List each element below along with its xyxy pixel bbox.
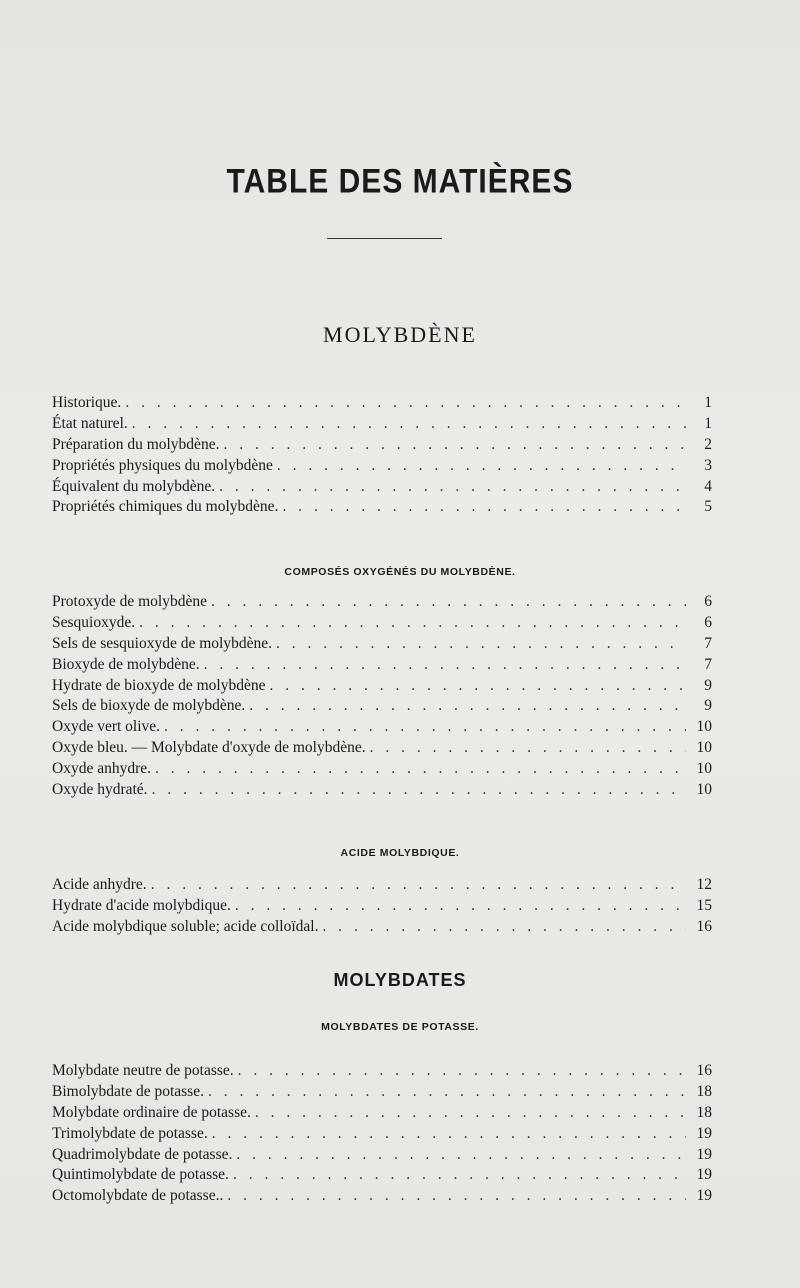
dot-leader bbox=[235, 896, 686, 917]
entry-page: 3 bbox=[704, 456, 712, 474]
dot-leader bbox=[132, 414, 686, 435]
dot-leader bbox=[277, 456, 686, 477]
dot-leader bbox=[208, 1082, 686, 1103]
entry-page: 12 bbox=[696, 876, 712, 893]
toc-entry bbox=[52, 780, 712, 801]
toc-entry bbox=[52, 1186, 712, 1207]
title-rule bbox=[327, 238, 442, 239]
section-title-molybdene: MOLYBDÈNE bbox=[323, 322, 477, 347]
dot-leader bbox=[276, 634, 686, 655]
page-title: TABLE DES MATIÈRES bbox=[226, 162, 574, 201]
dot-leader bbox=[249, 696, 686, 717]
entry-label: Historique. bbox=[52, 394, 122, 411]
entry-page: 2 bbox=[704, 435, 712, 453]
entry-label: Sels de sesquioxyde de molybdène. bbox=[52, 634, 272, 652]
entry-label: Acide anhydre. bbox=[52, 876, 147, 893]
entry-page: 5 bbox=[704, 498, 712, 516]
entry-label: Octomolybdate de potasse.. bbox=[52, 1187, 224, 1205]
toc-entry bbox=[52, 477, 712, 498]
toc-entry bbox=[52, 1103, 712, 1124]
entry-page: 4 bbox=[704, 477, 712, 495]
entry-label: Protoxyde de molybdène bbox=[52, 593, 207, 610]
entry-page: 10 bbox=[696, 718, 712, 736]
entry-page: 19 bbox=[696, 1145, 712, 1163]
entry-label: Bioxyde de molybdène. bbox=[52, 655, 200, 673]
entry-label: Propriétés physiques du molybdène bbox=[52, 456, 273, 474]
dot-leader bbox=[238, 1061, 686, 1082]
dot-leader bbox=[125, 393, 686, 414]
entry-label: Hydrate de bioxyde de molybdène bbox=[52, 676, 266, 694]
entry-label: Bimolybdate de potasse. bbox=[52, 1082, 204, 1100]
dot-leader bbox=[152, 780, 686, 801]
dot-leader bbox=[139, 613, 686, 634]
entry-page: 18 bbox=[696, 1082, 712, 1100]
toc-entry bbox=[52, 634, 712, 655]
subhead-molybdates-potasse: MOLYBDATES DE POTASSE. bbox=[321, 1021, 479, 1033]
toc-entry bbox=[52, 1124, 712, 1145]
entry-label: État naturel. bbox=[52, 414, 128, 432]
entry-page: 19 bbox=[696, 1187, 712, 1205]
entry-label: Oxyde bleu. — Molybdate d'oxyde de molybdène. bbox=[52, 739, 366, 757]
toc-entry bbox=[52, 613, 712, 634]
entry-page: 15 bbox=[696, 896, 712, 914]
toc-entry bbox=[52, 1061, 712, 1082]
entry-page: 1 bbox=[704, 394, 712, 411]
entry-page: 6 bbox=[704, 613, 712, 631]
toc-entry bbox=[52, 1145, 712, 1166]
dot-leader bbox=[270, 676, 687, 697]
toc-entry bbox=[52, 696, 712, 717]
toc-entry bbox=[52, 592, 712, 613]
entry-page: 7 bbox=[704, 655, 712, 673]
dot-leader bbox=[155, 759, 686, 780]
toc-entry bbox=[52, 456, 712, 477]
toc-entry bbox=[52, 435, 712, 456]
entry-page: 16 bbox=[696, 917, 712, 935]
entry-label: Oxyde anhydre. bbox=[52, 760, 151, 778]
toc-entry bbox=[52, 414, 712, 435]
dot-leader bbox=[282, 497, 686, 518]
entry-label: Oxyde vert olive. bbox=[52, 718, 161, 736]
toc-entry bbox=[52, 896, 712, 917]
toc-entry bbox=[52, 738, 712, 759]
entry-label: Acide molybdique soluble; acide colloïdal. bbox=[52, 917, 319, 935]
entry-label: Hydrate d'acide molybdique. bbox=[52, 896, 231, 914]
dot-leader bbox=[233, 1165, 686, 1186]
toc-entry bbox=[52, 655, 712, 676]
entry-label: Oxyde hydraté. bbox=[52, 781, 148, 799]
dot-leader bbox=[164, 717, 686, 738]
entry-page: 16 bbox=[696, 1062, 712, 1079]
toc-group-composes bbox=[52, 592, 712, 801]
subhead-acide-molybdique: ACIDE MOLYBDIQUE. bbox=[340, 847, 460, 859]
entry-page: 19 bbox=[696, 1166, 712, 1184]
toc-entry bbox=[52, 717, 712, 738]
entry-page: 10 bbox=[696, 760, 712, 778]
toc-entry bbox=[52, 497, 712, 518]
toc-entry bbox=[52, 1165, 712, 1186]
toc-entry bbox=[52, 917, 712, 938]
dot-leader bbox=[322, 917, 686, 938]
toc-entry bbox=[52, 1082, 712, 1103]
subhead-composes-oxygenes: COMPOSÉS OXYGÉNÉS DU MOLYBDÈNE. bbox=[284, 566, 516, 578]
entry-page: 19 bbox=[696, 1124, 712, 1142]
dot-leader bbox=[227, 1186, 686, 1207]
dot-leader bbox=[151, 875, 686, 896]
entry-page: 10 bbox=[696, 781, 712, 799]
entry-label: Sesquioxyde. bbox=[52, 613, 136, 631]
entry-page: 10 bbox=[696, 739, 712, 757]
entry-label: Molybdate neutre de potasse. bbox=[52, 1062, 234, 1079]
toc-entry bbox=[52, 875, 712, 896]
toc-entry bbox=[52, 676, 712, 697]
dot-leader bbox=[204, 655, 686, 676]
toc-entry bbox=[52, 759, 712, 780]
dot-leader bbox=[223, 435, 686, 456]
entry-label: Quintimolybdate de potasse. bbox=[52, 1166, 229, 1184]
entry-label: Équivalent du molybdène. bbox=[52, 477, 216, 495]
entry-label: Sels de bioxyde de molybdène. bbox=[52, 697, 246, 715]
entry-page: 1 bbox=[704, 414, 712, 432]
dot-leader bbox=[211, 592, 686, 613]
entry-label: Propriétés chimiques du molybdène. bbox=[52, 498, 279, 516]
dot-leader bbox=[219, 477, 686, 498]
dot-leader bbox=[212, 1124, 686, 1145]
toc-group-potasse bbox=[52, 1061, 712, 1207]
entry-label: Trimolybdate de potasse. bbox=[52, 1124, 208, 1142]
entry-page: 7 bbox=[704, 634, 712, 652]
entry-page: 9 bbox=[704, 697, 712, 715]
entry-page: 6 bbox=[704, 593, 712, 610]
dot-leader bbox=[370, 738, 686, 759]
section-title-molybdates: MOLYBDATES bbox=[333, 970, 467, 990]
toc-group-molybdene bbox=[52, 393, 712, 518]
entry-label: Préparation du molybdène. bbox=[52, 435, 220, 453]
dot-leader bbox=[236, 1145, 686, 1166]
entry-label: Quadrimolybdate de potasse. bbox=[52, 1145, 233, 1163]
toc-group-acide bbox=[52, 875, 712, 938]
dot-leader bbox=[255, 1103, 686, 1124]
toc-entry bbox=[52, 393, 712, 414]
entry-page: 9 bbox=[704, 676, 712, 694]
entry-page: 18 bbox=[696, 1103, 712, 1121]
entry-label: Molybdate ordinaire de potasse. bbox=[52, 1103, 251, 1121]
